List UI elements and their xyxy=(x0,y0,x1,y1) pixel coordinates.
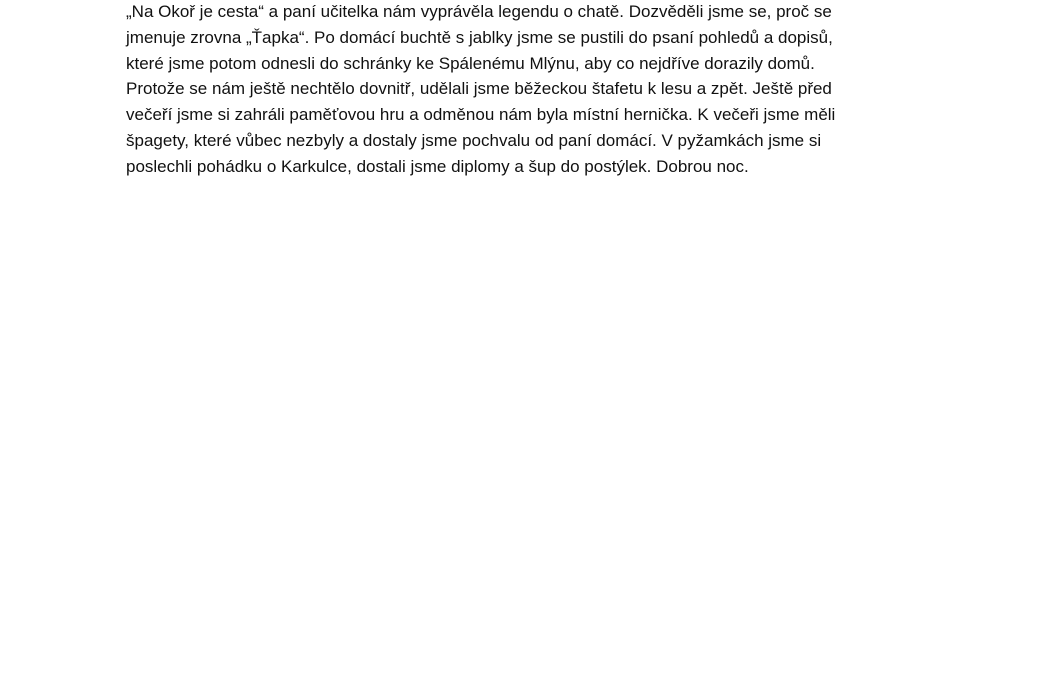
paragraph-line: „Na Okoř je cesta“ a paní učitelka nám vyprávěla legendu o chatě. Dozvěděli jsme se, proč se xyxy=(126,2,832,21)
paragraph-line: večeří jsme si zahráli paměťovou hru a odměnou nám byla místní hernička. K večeři jsme měli xyxy=(126,105,836,125)
body-paragraph xyxy=(126,0,926,180)
paragraph-line: jmenuje zrovna „Ťapka“. Po domácí buchtě s jablky jsme se pustili do psaní pohledů a dopisů, xyxy=(126,27,833,47)
paragraph-line: poslechli pohádku o Karkulce, dostali jsme diplomy a šup do postýlek. Dobrou noc. xyxy=(126,156,749,176)
paragraph-line: špagety, které vůbec nezbyly a dostaly jsme pochvalu od paní domácí. V pyžamkách jsme si xyxy=(126,130,822,150)
paragraph-line: Protože se nám ještě nechtělo dovnitř, udělali jsme běžeckou štafetu k lesu a zpět. Ještě před xyxy=(126,79,832,99)
paragraph-line: které jsme potom odnesli do schránky ke Spálenému Mlýnu, aby co nejdříve dorazily domů. xyxy=(126,53,815,73)
